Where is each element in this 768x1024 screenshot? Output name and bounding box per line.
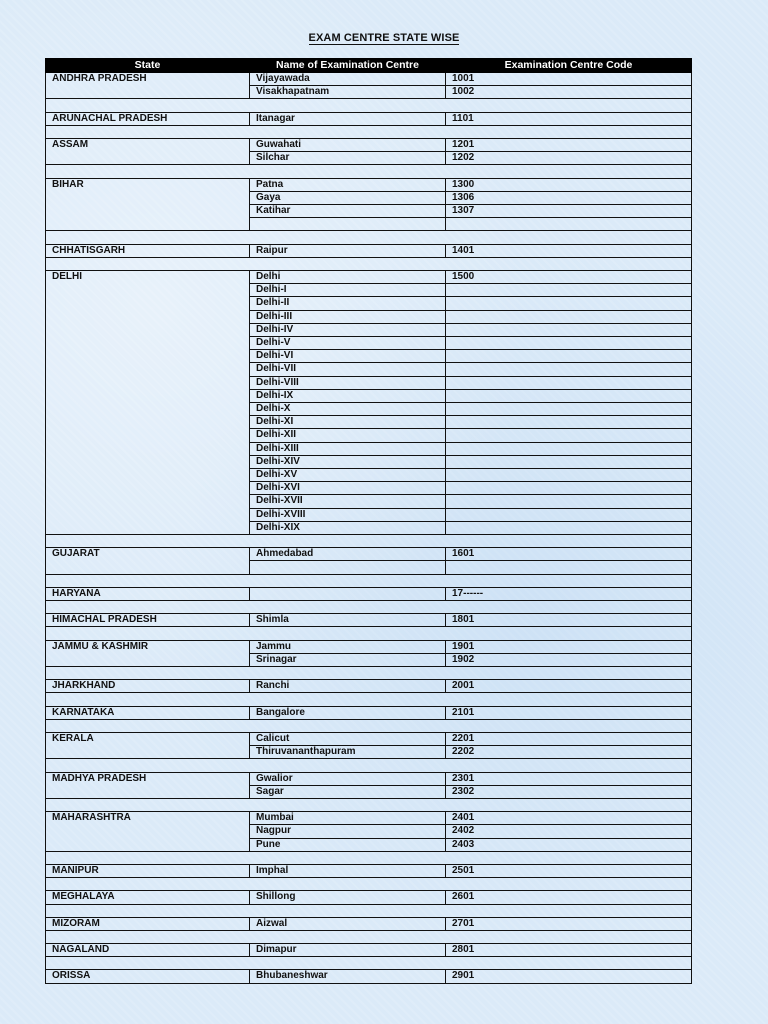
table-row xyxy=(46,442,692,455)
table-row xyxy=(46,838,692,851)
state-cell: DELHI xyxy=(46,270,250,283)
state-cell: BIHAR xyxy=(46,178,250,191)
code-cell xyxy=(446,389,692,402)
spacer-cell xyxy=(46,878,250,891)
table-row xyxy=(46,785,692,798)
table-row xyxy=(46,204,692,217)
code-cell: 1901 xyxy=(446,640,692,653)
centre-cell: Bhubaneshwar xyxy=(250,970,446,983)
state-cell xyxy=(46,310,250,323)
state-cell: NAGALAND xyxy=(46,944,250,957)
centre-cell: Katihar xyxy=(250,204,446,217)
state-cell xyxy=(46,86,250,99)
centre-cell: Jammu xyxy=(250,640,446,653)
spacer-cell xyxy=(446,574,692,587)
code-cell: 2201 xyxy=(446,732,692,745)
table-row xyxy=(46,732,692,745)
table-row xyxy=(46,429,692,442)
table-row xyxy=(46,376,692,389)
centre-cell: Delhi-VI xyxy=(250,350,446,363)
centre-cell: Shimla xyxy=(250,614,446,627)
spacer-cell xyxy=(250,719,446,732)
spacer-row xyxy=(46,231,692,244)
state-cell xyxy=(46,297,250,310)
spacer-cell xyxy=(46,165,250,178)
state-cell xyxy=(46,350,250,363)
spacer-row xyxy=(46,693,692,706)
centre-cell: Delhi-V xyxy=(250,336,446,349)
code-cell xyxy=(446,429,692,442)
spacer-row xyxy=(46,719,692,732)
spacer-row xyxy=(46,904,692,917)
centre-cell: Delhi-XIII xyxy=(250,442,446,455)
spacer-cell xyxy=(446,627,692,640)
state-cell xyxy=(46,376,250,389)
state-cell: HIMACHAL PRADESH xyxy=(46,614,250,627)
code-cell xyxy=(446,469,692,482)
table-row xyxy=(46,495,692,508)
state-cell xyxy=(46,416,250,429)
code-cell: 2302 xyxy=(446,785,692,798)
state-cell xyxy=(46,442,250,455)
exam-centre-table xyxy=(45,58,692,984)
table-row xyxy=(46,469,692,482)
spacer-row xyxy=(46,878,692,891)
table-row xyxy=(46,284,692,297)
spacer-cell xyxy=(250,666,446,679)
centre-cell: Itanagar xyxy=(250,112,446,125)
centre-cell: Bangalore xyxy=(250,706,446,719)
state-cell: ORISSA xyxy=(46,970,250,983)
state-cell xyxy=(46,495,250,508)
spacer-cell xyxy=(250,957,446,970)
spacer-row xyxy=(46,574,692,587)
table-row xyxy=(46,508,692,521)
state-cell xyxy=(46,218,250,231)
centre-cell: Aizwal xyxy=(250,917,446,930)
spacer-row xyxy=(46,798,692,811)
spacer-row xyxy=(46,759,692,772)
spacer-cell xyxy=(46,719,250,732)
spacer-cell xyxy=(446,759,692,772)
state-cell: HARYANA xyxy=(46,587,250,600)
spacer-cell xyxy=(46,851,250,864)
code-cell xyxy=(446,455,692,468)
state-cell xyxy=(46,363,250,376)
centre-cell: Visakhapatnam xyxy=(250,86,446,99)
centre-cell: Guwahati xyxy=(250,138,446,151)
code-cell: 1201 xyxy=(446,138,692,151)
code-cell: 2701 xyxy=(446,917,692,930)
centre-cell: Delhi-III xyxy=(250,310,446,323)
table-row xyxy=(46,244,692,257)
code-cell: 2901 xyxy=(446,970,692,983)
code-cell: 1101 xyxy=(446,112,692,125)
spacer-cell xyxy=(46,600,250,613)
state-cell xyxy=(46,825,250,838)
spacer-row xyxy=(46,535,692,548)
table-row xyxy=(46,772,692,785)
centre-cell: Dimapur xyxy=(250,944,446,957)
state-cell: JAMMU & KASHMIR xyxy=(46,640,250,653)
centre-cell: Imphal xyxy=(250,864,446,877)
centre-cell: Calicut xyxy=(250,732,446,745)
spacer-cell xyxy=(446,957,692,970)
table-row xyxy=(46,640,692,653)
centre-cell: Raipur xyxy=(250,244,446,257)
table-row xyxy=(46,270,692,283)
code-cell: 1500 xyxy=(446,270,692,283)
header-centre: Name of Examination Centre xyxy=(250,59,446,73)
state-cell xyxy=(46,521,250,534)
spacer-cell xyxy=(250,930,446,943)
table-body xyxy=(46,73,692,984)
state-cell: JHARKHAND xyxy=(46,680,250,693)
centre-cell: Delhi-XI xyxy=(250,416,446,429)
spacer-cell xyxy=(46,798,250,811)
code-cell xyxy=(446,350,692,363)
spacer-cell xyxy=(446,878,692,891)
table-row xyxy=(46,548,692,561)
code-cell: 2501 xyxy=(446,864,692,877)
spacer-cell xyxy=(250,904,446,917)
centre-cell: Delhi-XVII xyxy=(250,495,446,508)
state-cell xyxy=(46,746,250,759)
state-cell xyxy=(46,561,250,574)
table-row xyxy=(46,389,692,402)
table-row xyxy=(46,521,692,534)
spacer-cell xyxy=(250,851,446,864)
code-cell: 2202 xyxy=(446,746,692,759)
spacer-cell xyxy=(446,99,692,112)
spacer-cell xyxy=(250,257,446,270)
code-cell: 1801 xyxy=(446,614,692,627)
spacer-cell xyxy=(250,99,446,112)
state-cell: CHHATISGARH xyxy=(46,244,250,257)
spacer-cell xyxy=(250,231,446,244)
table-row xyxy=(46,482,692,495)
header-state: State xyxy=(46,59,250,73)
spacer-row xyxy=(46,165,692,178)
spacer-row xyxy=(46,257,692,270)
centre-cell: Patna xyxy=(250,178,446,191)
state-cell xyxy=(46,429,250,442)
state-cell xyxy=(46,336,250,349)
spacer-cell xyxy=(446,930,692,943)
table-row xyxy=(46,112,692,125)
state-cell xyxy=(46,508,250,521)
code-cell: 2402 xyxy=(446,825,692,838)
centre-cell: Mumbai xyxy=(250,812,446,825)
state-cell: MAHARASHTRA xyxy=(46,812,250,825)
centre-cell: Delhi-X xyxy=(250,402,446,415)
centre-cell: Delhi-XIX xyxy=(250,521,446,534)
state-cell xyxy=(46,455,250,468)
code-cell: 17------ xyxy=(446,587,692,600)
centre-cell: Delhi-VIII xyxy=(250,376,446,389)
table-row xyxy=(46,561,692,574)
code-cell: 1902 xyxy=(446,653,692,666)
centre-cell: Delhi-VII xyxy=(250,363,446,376)
spacer-cell xyxy=(250,535,446,548)
centre-cell: Vijayawada xyxy=(250,73,446,86)
table-row xyxy=(46,653,692,666)
table-row xyxy=(46,825,692,838)
table-row xyxy=(46,680,692,693)
table-row xyxy=(46,310,692,323)
spacer-cell xyxy=(46,930,250,943)
centre-cell xyxy=(250,561,446,574)
code-cell xyxy=(446,363,692,376)
spacer-cell xyxy=(46,666,250,679)
spacer-row xyxy=(46,851,692,864)
centre-cell xyxy=(250,587,446,600)
spacer-cell xyxy=(46,627,250,640)
state-cell: MANIPUR xyxy=(46,864,250,877)
code-cell: 1202 xyxy=(446,152,692,165)
table-row xyxy=(46,350,692,363)
spacer-cell xyxy=(250,798,446,811)
header-code: Examination Centre Code xyxy=(446,59,692,73)
centre-cell: Silchar xyxy=(250,152,446,165)
document-title: EXAM CENTRE STATE WISE xyxy=(308,32,460,44)
state-cell xyxy=(46,482,250,495)
table-row xyxy=(46,970,692,983)
table-row xyxy=(46,746,692,759)
spacer-row xyxy=(46,125,692,138)
code-cell xyxy=(446,297,692,310)
state-cell: ASSAM xyxy=(46,138,250,151)
code-cell: 2601 xyxy=(446,891,692,904)
centre-cell: Ranchi xyxy=(250,680,446,693)
spacer-cell xyxy=(446,904,692,917)
spacer-cell xyxy=(250,693,446,706)
code-cell xyxy=(446,376,692,389)
code-cell: 1300 xyxy=(446,178,692,191)
code-cell: 2801 xyxy=(446,944,692,957)
code-cell xyxy=(446,402,692,415)
spacer-row xyxy=(46,600,692,613)
code-cell: 1401 xyxy=(446,244,692,257)
table-row xyxy=(46,402,692,415)
state-cell: MADHYA PRADESH xyxy=(46,772,250,785)
state-cell xyxy=(46,838,250,851)
spacer-cell xyxy=(46,957,250,970)
spacer-cell xyxy=(446,693,692,706)
table-row xyxy=(46,297,692,310)
code-cell: 2101 xyxy=(446,706,692,719)
state-cell xyxy=(46,402,250,415)
table-row xyxy=(46,455,692,468)
spacer-cell xyxy=(446,535,692,548)
spacer-cell xyxy=(446,165,692,178)
code-cell xyxy=(446,495,692,508)
state-cell xyxy=(46,204,250,217)
code-cell xyxy=(446,218,692,231)
centre-cell: Delhi-XII xyxy=(250,429,446,442)
code-cell xyxy=(446,336,692,349)
centre-cell: Delhi-XVI xyxy=(250,482,446,495)
table-row xyxy=(46,138,692,151)
table-row xyxy=(46,191,692,204)
code-cell xyxy=(446,521,692,534)
centre-cell: Ahmedabad xyxy=(250,548,446,561)
spacer-cell xyxy=(446,257,692,270)
spacer-cell xyxy=(250,125,446,138)
state-cell xyxy=(46,389,250,402)
table-row xyxy=(46,73,692,86)
state-cell: ARUNACHAL PRADESH xyxy=(46,112,250,125)
spacer-cell xyxy=(250,759,446,772)
centre-cell: Nagpur xyxy=(250,825,446,838)
code-cell: 2301 xyxy=(446,772,692,785)
state-cell xyxy=(46,785,250,798)
spacer-cell xyxy=(446,851,692,864)
spacer-cell xyxy=(46,904,250,917)
centre-cell: Delhi-I xyxy=(250,284,446,297)
spacer-cell xyxy=(446,231,692,244)
table-row xyxy=(46,587,692,600)
code-cell xyxy=(446,482,692,495)
spacer-cell xyxy=(46,759,250,772)
state-cell: MIZORAM xyxy=(46,917,250,930)
table-row xyxy=(46,891,692,904)
centre-cell: Gwalior xyxy=(250,772,446,785)
code-cell xyxy=(446,442,692,455)
code-cell: 2403 xyxy=(446,838,692,851)
table-row xyxy=(46,416,692,429)
centre-cell: Delhi-XIV xyxy=(250,455,446,468)
spacer-row xyxy=(46,666,692,679)
state-cell xyxy=(46,284,250,297)
table-row xyxy=(46,323,692,336)
spacer-cell xyxy=(250,574,446,587)
centre-cell: Gaya xyxy=(250,191,446,204)
spacer-cell xyxy=(46,574,250,587)
state-cell: KARNATAKA xyxy=(46,706,250,719)
table-row xyxy=(46,218,692,231)
code-cell xyxy=(446,284,692,297)
centre-cell: Thiruvananthapuram xyxy=(250,746,446,759)
state-cell xyxy=(46,191,250,204)
state-cell xyxy=(46,653,250,666)
centre-cell: Delhi-II xyxy=(250,297,446,310)
centre-cell: Delhi-XVIII xyxy=(250,508,446,521)
spacer-cell xyxy=(250,627,446,640)
spacer-cell xyxy=(46,125,250,138)
spacer-cell xyxy=(446,600,692,613)
spacer-row xyxy=(46,957,692,970)
code-cell xyxy=(446,561,692,574)
table-row xyxy=(46,152,692,165)
code-cell: 1307 xyxy=(446,204,692,217)
spacer-cell xyxy=(250,600,446,613)
code-cell: 1306 xyxy=(446,191,692,204)
centre-cell: Delhi-XV xyxy=(250,469,446,482)
state-cell: GUJARAT xyxy=(46,548,250,561)
centre-cell: Pune xyxy=(250,838,446,851)
centre-cell xyxy=(250,218,446,231)
code-cell xyxy=(446,416,692,429)
spacer-cell xyxy=(250,165,446,178)
spacer-cell xyxy=(46,99,250,112)
code-cell: 1001 xyxy=(446,73,692,86)
table-header-row xyxy=(46,59,692,73)
state-cell: KERALA xyxy=(46,732,250,745)
centre-cell: Srinagar xyxy=(250,653,446,666)
spacer-row xyxy=(46,627,692,640)
spacer-cell xyxy=(250,878,446,891)
table-row xyxy=(46,363,692,376)
centre-cell: Shillong xyxy=(250,891,446,904)
code-cell: 1002 xyxy=(446,86,692,99)
table-row xyxy=(46,812,692,825)
code-cell xyxy=(446,310,692,323)
code-cell xyxy=(446,323,692,336)
spacer-cell xyxy=(46,535,250,548)
table-row xyxy=(46,917,692,930)
state-cell xyxy=(46,323,250,336)
centre-cell: Sagar xyxy=(250,785,446,798)
code-cell: 2401 xyxy=(446,812,692,825)
table-row xyxy=(46,86,692,99)
centre-cell: Delhi xyxy=(250,270,446,283)
spacer-cell xyxy=(46,257,250,270)
code-cell: 1601 xyxy=(446,548,692,561)
table-row xyxy=(46,178,692,191)
spacer-row xyxy=(46,99,692,112)
spacer-cell xyxy=(446,798,692,811)
table-row xyxy=(46,614,692,627)
table-row xyxy=(46,336,692,349)
spacer-cell xyxy=(46,693,250,706)
centre-cell: Delhi-IX xyxy=(250,389,446,402)
state-cell: MEGHALAYA xyxy=(46,891,250,904)
spacer-cell xyxy=(446,666,692,679)
code-cell xyxy=(446,508,692,521)
table-row xyxy=(46,944,692,957)
centre-cell: Delhi-IV xyxy=(250,323,446,336)
state-cell xyxy=(46,469,250,482)
table-row xyxy=(46,864,692,877)
state-cell: ANDHRA PRADESH xyxy=(46,73,250,86)
spacer-row xyxy=(46,930,692,943)
spacer-cell xyxy=(446,125,692,138)
spacer-cell xyxy=(446,719,692,732)
state-cell xyxy=(46,152,250,165)
code-cell: 2001 xyxy=(446,680,692,693)
spacer-cell xyxy=(46,231,250,244)
table-row xyxy=(46,706,692,719)
